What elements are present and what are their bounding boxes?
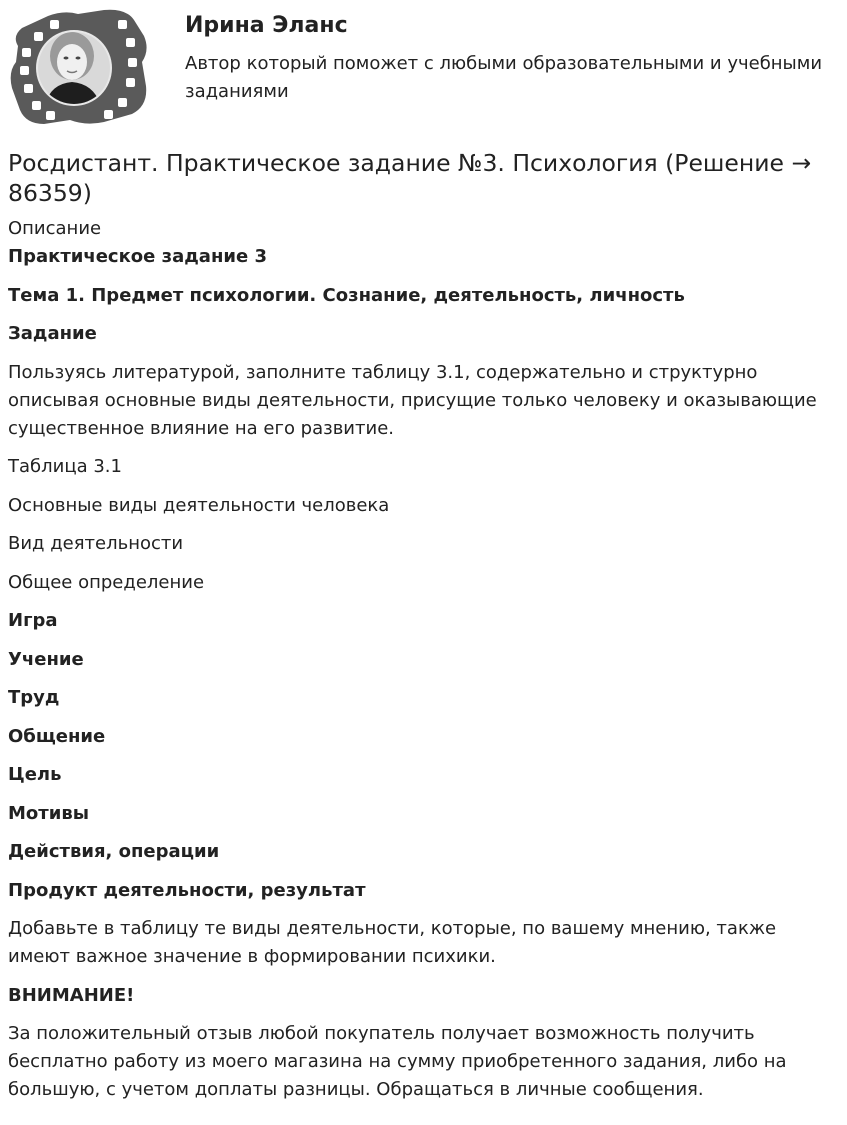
paragraph: Игра bbox=[8, 610, 58, 631]
paragraph: Учение bbox=[8, 648, 84, 670]
author-name[interactable]: Ирина Эланс bbox=[185, 13, 348, 38]
paragraph: Практическое задание 3 bbox=[8, 246, 267, 267]
description-label: Описание bbox=[8, 218, 102, 239]
paragraph: Продукт деятельности, результат bbox=[8, 879, 366, 901]
author-description: Автор который поможет с любыми образовательными и учебными заданиями bbox=[185, 53, 823, 102]
avatar-film-frame-icon bbox=[8, 6, 150, 126]
paragraph: Пользуясь литературой, заполните таблицу 3.1, содержательно и структурно описывая основные виды деятельности, присущие только человеку и оказывающие существенное влияние на его развитие. bbox=[8, 361, 817, 439]
description-paragraphs bbox=[8, 243, 838, 1104]
paragraph: Труд bbox=[8, 687, 60, 708]
author-avatar[interactable] bbox=[8, 6, 150, 126]
paragraph: Основные виды деятельности человека bbox=[8, 494, 390, 516]
paragraph: Цель bbox=[8, 764, 62, 785]
product-title: Росдистант. Практическое задание №3. Психология (Решение → 86359) bbox=[8, 149, 812, 207]
paragraph: Задание bbox=[8, 323, 97, 344]
paragraph: Добавьте в таблицу те виды деятельности, которые, по вашему мнению, также имеют важное значение в формировании психики. bbox=[8, 918, 777, 967]
paragraph: ВНИМАНИЕ! bbox=[8, 984, 135, 1006]
paragraph: Мотивы bbox=[8, 802, 89, 824]
paragraph: Общее определение bbox=[8, 571, 205, 593]
product-description bbox=[8, 215, 838, 1115]
paragraph: За положительный отзыв любой покупатель получает возможность получить бесплатно работу из моего магазина на сумму приобретенного задания, либо на большую, с учетом доплаты разницы. Обращаться в личные сообщения. bbox=[8, 1023, 787, 1100]
paragraph: Действия, операции bbox=[8, 841, 220, 862]
author-header bbox=[0, 0, 847, 130]
paragraph: Общение bbox=[8, 725, 106, 747]
paragraph: Вид деятельности bbox=[8, 533, 184, 554]
paragraph: Тема 1. Предмет психологии. Сознание, деятельность, личность bbox=[8, 284, 685, 306]
paragraph: Таблица 3.1 bbox=[8, 456, 122, 477]
